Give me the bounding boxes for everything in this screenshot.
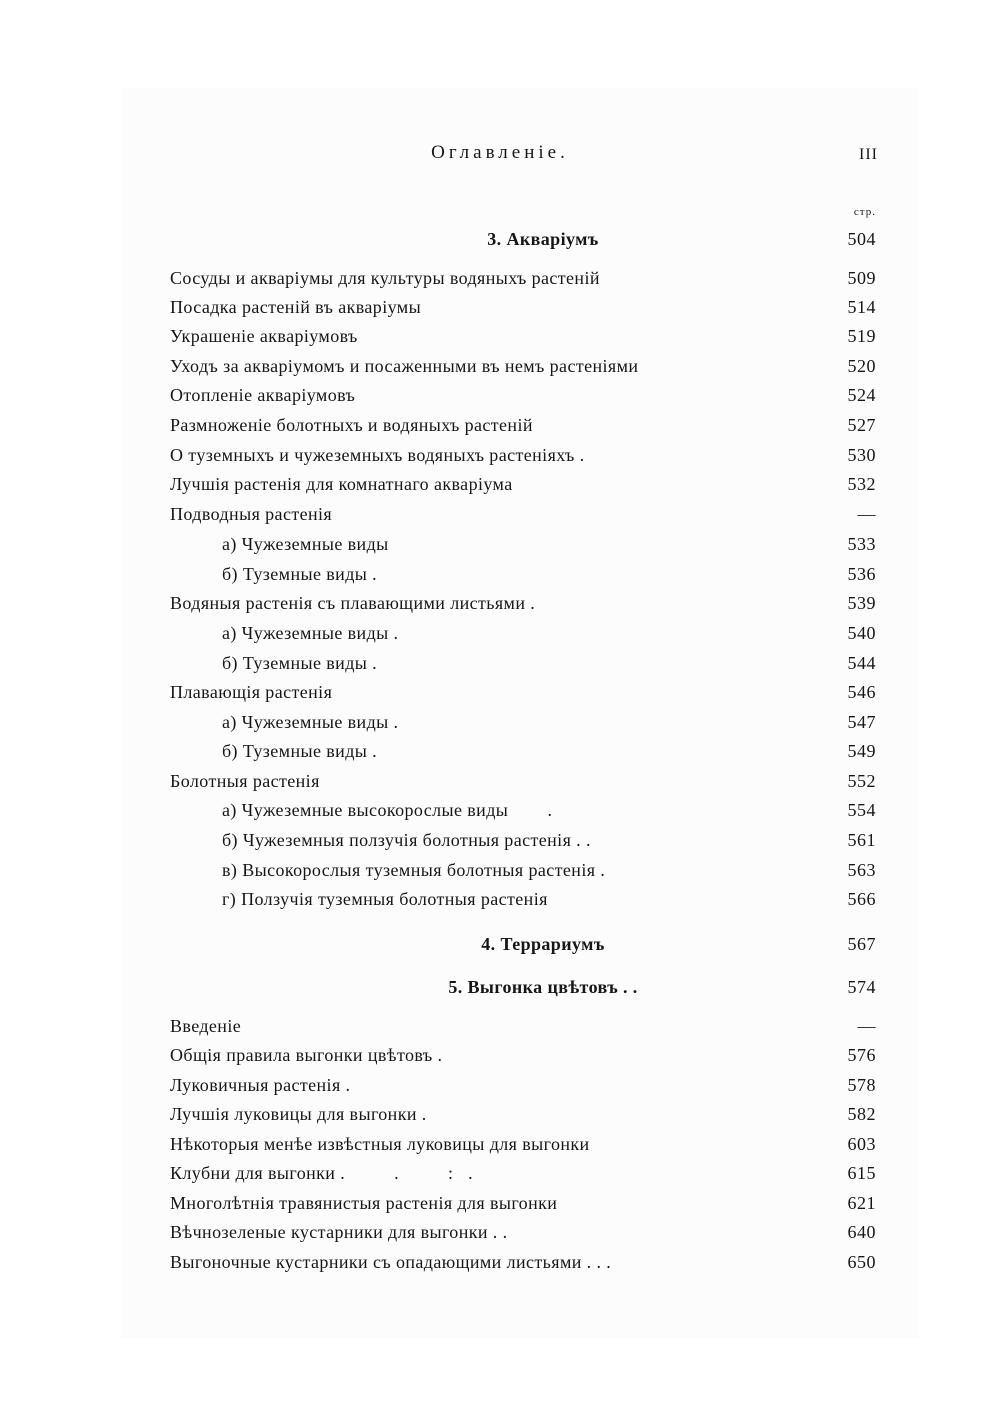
toc-entry xyxy=(170,323,876,349)
toc-entry-text: а) Чужеземные виды xyxy=(222,534,389,554)
toc-entry-text: Посадка растеній въ акваріумы xyxy=(170,297,422,317)
toc-entry-text: Лучшія луковицы для выгонки . xyxy=(170,1104,427,1124)
toc-entry xyxy=(170,265,876,291)
page-column-label: стр. xyxy=(853,206,876,218)
toc-entry-text: Многолѣтнія травянистыя растенія для выгонки xyxy=(170,1193,558,1213)
toc-entry-page: 582 xyxy=(847,1104,876,1124)
running-head: Оглавленіе. xyxy=(431,142,569,163)
toc-entry-text: б) Туземные виды . xyxy=(222,564,378,584)
toc-entry xyxy=(170,590,876,616)
toc-entry xyxy=(170,1042,876,1068)
toc-section-heading xyxy=(170,931,876,957)
toc-entry-page: 603 xyxy=(847,1134,876,1154)
toc-entry-text: 5. Выгонка цвѣтовъ . . xyxy=(448,977,638,997)
toc-entry-text: Сосуды и акваріумы для культуры водяныхъ растеній xyxy=(170,268,600,288)
toc-entry-text: а) Чужеземные виды . xyxy=(222,623,399,643)
toc-entry xyxy=(170,1219,876,1245)
toc-entry-page: 561 xyxy=(847,830,876,850)
toc-subentry xyxy=(170,857,876,883)
toc-entry-text: Размноженіе болотныхъ и водяныхъ растеній xyxy=(170,415,533,435)
toc-subentry xyxy=(170,738,876,764)
toc-entry-page: 554 xyxy=(847,800,876,820)
toc-subentry xyxy=(170,827,876,853)
toc-entry-text: Лучшія растенія для комнатнаго акваріума xyxy=(170,474,513,494)
toc-entry-text: Водяныя растенія съ плавающими листьями . xyxy=(170,593,536,613)
toc-entry-page: 514 xyxy=(847,297,876,317)
toc-entry xyxy=(170,471,876,497)
toc-entry-page: 520 xyxy=(847,356,876,376)
toc-entry-text: Луковичныя растенія . xyxy=(170,1075,351,1095)
toc-entry-text: Плавающія растенія xyxy=(170,682,333,702)
toc-entry-page: 533 xyxy=(847,534,876,554)
toc-entry-page: 519 xyxy=(847,326,876,346)
toc-entry-page: 544 xyxy=(847,653,876,673)
toc-entry-text: г) Ползучія туземныя болотныя растенія xyxy=(222,889,548,909)
toc-entry-page: 615 xyxy=(847,1163,876,1183)
toc-entry-text: в) Высокорослыя туземныя болотныя растенія . xyxy=(222,860,606,880)
toc-entry-text: Нѣкоторыя менѣе извѣстныя луковицы для выгонки xyxy=(170,1134,590,1154)
toc-entry-page: 574 xyxy=(847,977,876,997)
toc-entry-page: 547 xyxy=(847,712,876,732)
toc-entry-page: 524 xyxy=(847,385,876,405)
toc-entry xyxy=(170,1190,876,1216)
toc-entry xyxy=(170,1072,876,1098)
toc-entry xyxy=(170,412,876,438)
toc-entry-page: 567 xyxy=(847,934,876,954)
toc-entry-page: 576 xyxy=(847,1045,876,1065)
toc-entry xyxy=(170,1160,876,1186)
toc-entry xyxy=(170,768,876,794)
toc-entry xyxy=(170,294,876,320)
toc-entry-text: 3. Акваріумъ xyxy=(487,229,599,249)
toc-entry-page: 540 xyxy=(847,623,876,643)
toc-entry-page: 566 xyxy=(847,889,876,909)
toc-entry-text: б) Туземные виды . xyxy=(222,741,378,761)
toc-subentry xyxy=(170,709,876,735)
toc-subentry xyxy=(170,886,876,912)
toc-section-heading xyxy=(170,974,876,1000)
toc-entry xyxy=(170,442,876,468)
toc-entry-page: 509 xyxy=(847,268,876,288)
toc-entry-page: 536 xyxy=(847,564,876,584)
toc-entry-text: а) Чужеземные высокорослые виды . xyxy=(222,800,553,820)
toc-entry-text: Уходъ за акваріумомъ и посаженными въ немъ растеніями xyxy=(170,356,639,376)
toc-entry-page: 530 xyxy=(847,445,876,465)
toc-entry-page: 578 xyxy=(847,1075,876,1095)
toc-entry-text: б) Туземные виды . xyxy=(222,653,378,673)
toc-entry-text: Общія правила выгонки цвѣтовъ . xyxy=(170,1045,443,1065)
toc-entry xyxy=(170,353,876,379)
toc-entry-page: 621 xyxy=(847,1193,876,1213)
toc-entry-text: Клубни для выгонки . . : . xyxy=(170,1163,474,1183)
toc-entry-page: 504 xyxy=(847,229,876,249)
toc-entry-page: 552 xyxy=(847,771,876,791)
toc-entry-text: Болотныя растенія xyxy=(170,771,320,791)
toc-entry-text: Украшеніе акваріумовъ xyxy=(170,326,358,346)
page-number: III xyxy=(859,146,878,163)
toc-entry-text: Выгоночные кустарники съ опадающими листьями . . . xyxy=(170,1252,612,1272)
toc-entry-text: Вѣчнозеленые кустарники для выгонки . . xyxy=(170,1222,508,1242)
toc-entry xyxy=(170,1131,876,1157)
toc-subentry xyxy=(170,561,876,587)
toc-entry xyxy=(170,1249,876,1275)
toc-entry-text: Подводныя растенія xyxy=(170,504,333,524)
toc-subentry xyxy=(170,620,876,646)
toc-entry-page: 640 xyxy=(847,1222,876,1242)
toc-entry-text: Отопленіе акваріумовъ xyxy=(170,385,356,405)
toc-entry-page: 563 xyxy=(847,860,876,880)
toc-entry xyxy=(170,382,876,408)
toc-entry-page: 546 xyxy=(847,682,876,702)
toc-section-heading xyxy=(170,226,876,252)
toc-entry-page: 532 xyxy=(847,474,876,494)
toc-subentry xyxy=(170,650,876,676)
toc-entry-page: — xyxy=(857,504,876,524)
toc-entry-page: 650 xyxy=(847,1252,876,1272)
toc-entry-text: О туземныхъ и чужеземныхъ водяныхъ растеніяхъ . xyxy=(170,445,585,465)
toc-entry-text: б) Чужеземныя ползучія болотныя растенія . . xyxy=(222,830,591,850)
toc-entry-page: — xyxy=(857,1016,876,1036)
toc-entry xyxy=(170,679,876,705)
toc-entry-page: 549 xyxy=(847,741,876,761)
toc-subentry xyxy=(170,797,876,823)
toc-entry-page: 539 xyxy=(847,593,876,613)
toc-entry xyxy=(170,1101,876,1127)
toc-subentry xyxy=(170,531,876,557)
toc-entry-text: 4. Террариумъ xyxy=(481,934,605,954)
toc-entry-text: Введеніе xyxy=(170,1016,242,1036)
toc-entry-text: а) Чужеземные виды . xyxy=(222,712,399,732)
toc-entry-page: 527 xyxy=(847,415,876,435)
toc-entry xyxy=(170,501,876,527)
toc-entry xyxy=(170,1013,876,1039)
